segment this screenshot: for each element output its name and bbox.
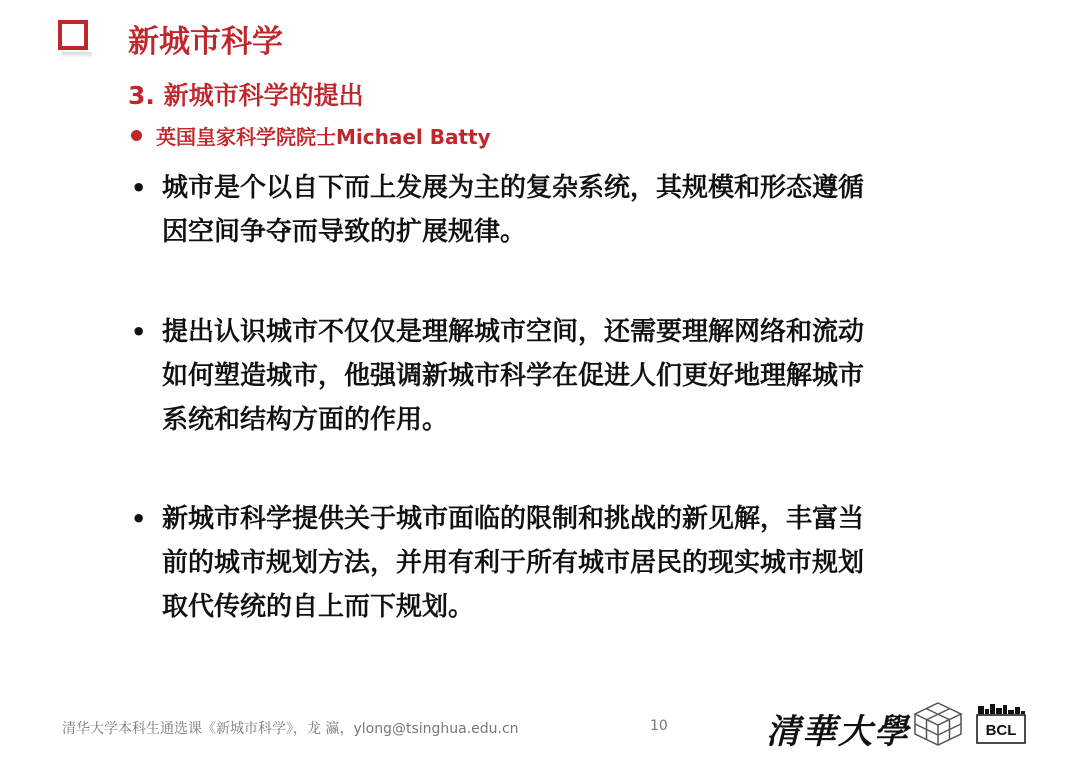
bullet-line: 城市是个以自下而上发展为主的复杂系统，其规模和形态遵循 xyxy=(162,173,865,203)
bullet-line: 提出认识城市不仅仅是理解城市空间，还需要理解网络和流动 xyxy=(162,317,865,347)
bullet-line: 取代传统的自上而下规划。 xyxy=(162,592,475,622)
bullet-paragraph-3 xyxy=(162,497,982,629)
bullet-icon: • xyxy=(131,174,147,202)
bcl-logo-text: BCL xyxy=(985,722,1017,739)
red-bullet-icon xyxy=(131,130,142,141)
section-subtitle: 3. 新城市科学的提出 xyxy=(128,81,364,110)
cube-logo-icon xyxy=(912,700,964,748)
page-number: 10 xyxy=(650,718,668,734)
bullet-icon: • xyxy=(131,505,147,533)
footer-course-info: 清华大学本科生通选课《新城市科学》，龙 瀛，ylong@tsinghua.edu.cn xyxy=(62,721,519,737)
bullet-line: 因空间争夺而导致的扩展规律。 xyxy=(162,217,527,247)
bullet-line: 系统和结构方面的作用。 xyxy=(162,405,449,435)
bullet-paragraph-1 xyxy=(162,166,982,254)
title-box-shadow xyxy=(62,52,92,58)
bullet-icon: • xyxy=(131,318,147,346)
bcl-logo xyxy=(974,702,1028,748)
bullet-line: 如何塑造城市，他强调新城市科学在促进人们更好地理解城市 xyxy=(162,361,865,391)
bullet-paragraph-2 xyxy=(162,310,982,442)
bullet-line: 前的城市规划方法，并用有利于所有城市居民的现实城市规划 xyxy=(162,548,865,578)
bullet-line: 新城市科学提供关于城市面临的限制和挑战的新见解，丰富当 xyxy=(162,504,865,534)
title-square-icon xyxy=(58,20,88,50)
speaker-heading: 英国皇家科学院院士Michael Batty xyxy=(156,125,491,149)
slide-title: 新城市科学 xyxy=(128,24,283,60)
tsinghua-logo: 清華大學 xyxy=(766,712,910,752)
